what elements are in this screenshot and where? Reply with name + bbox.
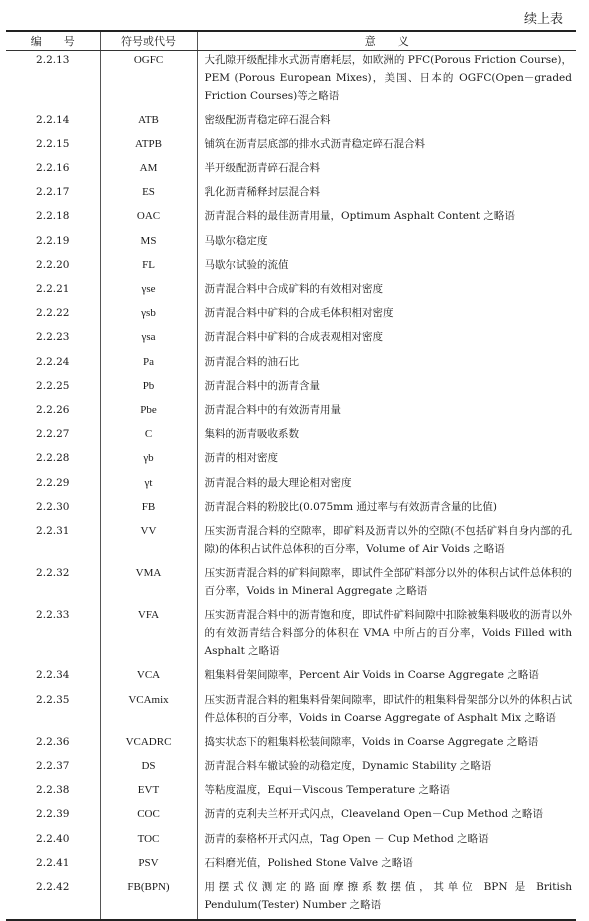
table-row [6,805,576,829]
table-row [6,183,576,207]
row-symbol: DS [100,757,197,781]
table-row [6,564,576,606]
table-row [6,878,576,920]
row-meaning: 捣实状态下的粗集料松装间隙率，Voids in Coarse Aggregate 之略语 [204,735,539,748]
row-symbol: ATPB [100,135,197,159]
table-body [6,51,576,921]
table-row [6,51,576,111]
row-symbol: FB(BPN) [100,878,197,920]
row-symbol: γse [100,280,197,304]
table-row [6,232,576,256]
row-symbol: VCA [100,666,197,690]
table-row [6,757,576,781]
row-symbol: MS [100,232,197,256]
row-meaning: 沥青混合料中合成矿料的有效相对密度 [204,283,383,295]
table-row [6,691,576,733]
row-symbol: γb [100,449,197,473]
row-meaning: 半开级配沥青碎石混合料 [204,162,320,175]
row-number: 2.2.40 [6,830,100,854]
row-number: 2.2.25 [6,377,100,401]
row-number: 2.2.24 [6,353,100,377]
row-meaning: 压实沥青混合料的矿料间隙率，即试件全部矿料部分以外的体积占试件总体积的百分率，Voids in Mineral Aggregate 之略语 [204,567,572,598]
table-row [6,733,576,757]
row-symbol: OGFC [100,51,197,111]
table-row [6,159,576,183]
table-row [6,207,576,231]
row-meaning: 马歇尔稳定度 [204,234,268,247]
row-meaning: 压实沥青混合料的空隙率，即矿料及沥青以外的空隙(不包括矿料自身内部的孔隙)的体积占试件总体积的百分率，Volume of Air Voids 之略语 [204,524,572,555]
row-meaning: 沥青混合料的最大理论相对密度 [204,476,352,489]
row-number: 2.2.39 [6,805,100,829]
row-number: 2.2.20 [6,256,100,280]
row-number: 2.2.27 [6,425,100,449]
row-number: 2.2.29 [6,474,100,498]
table-row [6,377,576,401]
table-row [6,830,576,854]
continued-label: 续上表 [523,12,563,27]
row-symbol: ES [100,183,197,207]
row-number: 2.2.14 [6,111,100,135]
row-meaning: 大孔隙开级配排水式沥青磨耗层，如欧洲的 PFC(Porous Friction Course)，PEM (Porous European Mixes)，美国、日本的 OGFC(Open－graded Friction Courses)等之略语 [204,54,572,102]
row-symbol: Pb [100,377,197,401]
row-meaning: 乳化沥青稀释封层混合料 [204,186,320,199]
row-number: 2.2.23 [6,328,100,352]
row-number: 2.2.31 [6,522,100,564]
row-number: 2.2.16 [6,159,100,183]
table-row [6,111,576,135]
row-number: 2.2.32 [6,564,100,606]
table-row [6,256,576,280]
table-row [6,498,576,522]
row-number: 2.2.13 [6,51,100,111]
table-row [6,854,576,878]
row-number: 2.2.33 [6,606,100,666]
row-number: 2.2.37 [6,757,100,781]
row-meaning: 密级配沥青稳定碎石混合料 [204,113,331,126]
row-number: 2.2.42 [6,878,100,920]
row-number: 2.2.30 [6,498,100,522]
row-number: 2.2.19 [6,232,100,256]
row-meaning: 沥青混合料中矿料的合成表观相对密度 [204,331,383,344]
row-symbol: VCADRC [100,733,197,757]
table-row [6,522,576,564]
header-symbol: 符号或代号 [100,31,197,51]
row-number: 2.2.26 [6,401,100,425]
table-row [6,135,576,159]
row-meaning: 沥青的克利夫兰杯开式闪点，Cleaveland Open－Cup Method 之略语 [204,808,543,821]
row-symbol: EVT [100,781,197,805]
row-meaning: 铺筑在沥青层底部的排水式沥青稳定碎石混合料 [204,137,425,150]
header-meaning: 意 义 [197,31,576,51]
row-number: 2.2.17 [6,183,100,207]
row-symbol: PSV [100,854,197,878]
row-symbol: Pa [100,353,197,377]
row-number: 2.2.34 [6,666,100,690]
row-meaning: 沥青混合料的最佳沥青用量，Optimum Asphalt Content 之略语 [204,210,515,223]
table-row [6,781,576,805]
row-meaning: 沥青混合料车辙试验的动稳定度，Dynamic Stability 之略语 [204,760,492,772]
row-symbol: AM [100,159,197,183]
table-header-row [6,31,576,51]
row-symbol: γsa [100,328,197,352]
row-symbol: COC [100,805,197,829]
row-number: 2.2.28 [6,449,100,473]
table-row [6,474,576,498]
row-number: 2.2.15 [6,135,100,159]
row-symbol: VCAmix [100,691,197,733]
row-meaning: 沥青混合料的粉胶比(0.075mm 通过率与有效沥青含量的比值) [204,500,498,513]
row-symbol: FB [100,498,197,522]
row-symbol: C [100,425,197,449]
row-meaning: 压实沥青混合料中的沥青饱和度，即试件矿料间隙中扣除被集料吸收的沥青以外的有效沥青结合料部分的体积在 VMA 中所占的百分率，Voids Filled with Asphalt 之略语 [204,609,572,658]
row-number: 2.2.21 [6,280,100,304]
table-row [6,304,576,328]
row-meaning: 沥青混合料中矿料的合成毛体积相对密度 [204,307,394,320]
row-meaning: 马歇尔试验的流值 [204,258,289,271]
table-row [6,425,576,449]
row-symbol: VFA [100,606,197,666]
table-row [6,353,576,377]
row-meaning: 压实沥青混合料的粗集料骨架间隙率，即试件的粗集料骨架部分以外的体积占试件总体积的百分率，Voids in Coarse Aggregate of Asphalt Mix 之略语 [204,693,572,724]
row-symbol: Pbe [100,401,197,425]
row-symbol: VMA [100,564,197,606]
row-meaning: 石料磨光值，Polished Stone Valve 之略语 [204,856,413,869]
row-symbol: ATB [100,111,197,135]
row-symbol: OAC [100,207,197,231]
row-meaning: 集料的沥青吸收系数 [204,428,299,441]
row-symbol: TOC [100,830,197,854]
header-number: 编 号 [6,31,100,51]
row-symbol: γt [100,474,197,498]
row-meaning: 沥青的泰格杯开式闪点，Tag Open － Cup Method 之略语 [204,832,489,845]
row-meaning: 沥青的相对密度 [204,452,278,465]
row-meaning: 等粘度温度，Equi－Viscous Temperature 之略语 [204,784,450,797]
row-number: 2.2.36 [6,733,100,757]
row-number: 2.2.35 [6,691,100,733]
row-symbol: FL [100,256,197,280]
row-number: 2.2.41 [6,854,100,878]
row-meaning: 沥青混合料的油石比 [204,355,299,368]
row-meaning: 沥青混合料中的有效沥青用量 [204,403,341,416]
table-row [6,606,576,666]
row-meaning: 沥青混合料中的沥青含量 [204,379,320,392]
row-number: 2.2.18 [6,207,100,231]
row-number: 2.2.38 [6,781,100,805]
table-row [6,401,576,425]
row-symbol: γsb [100,304,197,328]
table-row [6,666,576,690]
row-symbol: VV [100,522,197,564]
table-row [6,449,576,473]
row-meaning: 用摆式仪测定的路面摩擦系数摆值，其单位 BPN 是 British Pendulum(Tester) Number 之略语 [204,880,572,911]
table-row [6,328,576,352]
table-row [6,280,576,304]
symbols-table [6,30,576,921]
row-meaning: 粗集料骨架间隙率，Percent Air Voids in Coarse Aggregate 之略语 [204,669,539,682]
row-number: 2.2.22 [6,304,100,328]
